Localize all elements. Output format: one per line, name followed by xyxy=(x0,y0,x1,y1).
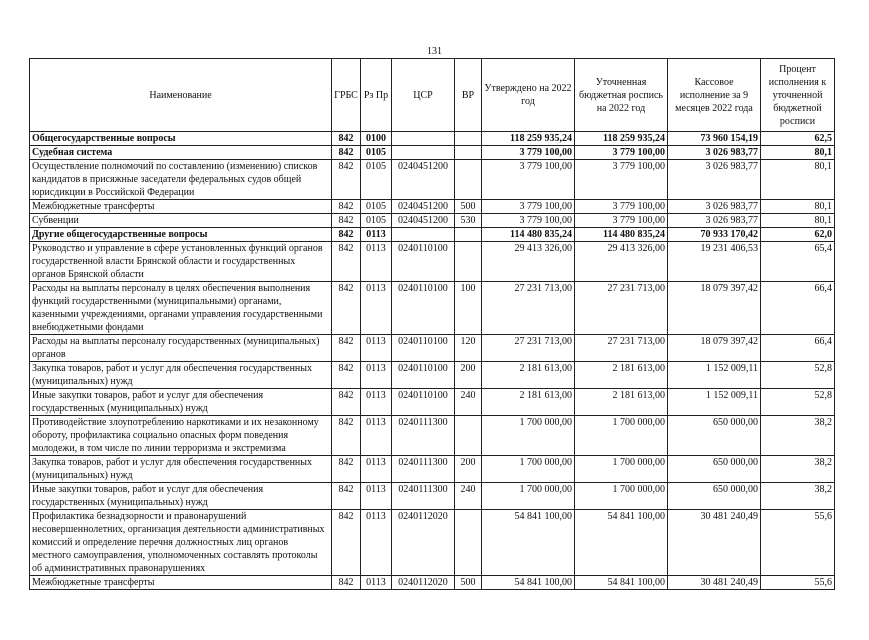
cell-grbs: 842 xyxy=(332,132,361,146)
cell-rzpr: 0113 xyxy=(361,242,392,282)
cell-percent: 65,4 xyxy=(761,242,835,282)
cell-csr xyxy=(392,228,455,242)
table-row xyxy=(30,242,835,282)
cell-grbs: 842 xyxy=(332,214,361,228)
cell-vr: 120 xyxy=(455,335,482,362)
cell-refined: 54 841 100,00 xyxy=(575,510,668,576)
cell-rzpr: 0113 xyxy=(361,389,392,416)
cell-refined: 29 413 326,00 xyxy=(575,242,668,282)
cell-grbs: 842 xyxy=(332,228,361,242)
cell-refined: 2 181 613,00 xyxy=(575,389,668,416)
cell-approved: 3 779 100,00 xyxy=(482,214,575,228)
cell-grbs: 842 xyxy=(332,510,361,576)
cell-refined: 114 480 835,24 xyxy=(575,228,668,242)
cell-rzpr: 0113 xyxy=(361,456,392,483)
table-row xyxy=(30,510,835,576)
table-row xyxy=(30,456,835,483)
cell-percent: 52,8 xyxy=(761,389,835,416)
cell-vr xyxy=(455,416,482,456)
cell-cash: 18 079 397,42 xyxy=(668,282,761,335)
cell-cash: 19 231 406,53 xyxy=(668,242,761,282)
cell-name: Закупка товаров, работ и услуг для обеспечения государственных (муниципальных) нужд xyxy=(30,456,332,483)
cell-csr: 0240110100 xyxy=(392,242,455,282)
cell-cash: 3 026 983,77 xyxy=(668,200,761,214)
page-number: 131 xyxy=(427,46,442,57)
cell-csr: 0240451200 xyxy=(392,200,455,214)
cell-approved: 3 779 100,00 xyxy=(482,146,575,160)
table-row xyxy=(30,483,835,510)
header-percent: Процент исполнения к уточненной бюджетной росписи xyxy=(761,59,835,132)
cell-rzpr: 0113 xyxy=(361,362,392,389)
cell-cash: 3 026 983,77 xyxy=(668,160,761,200)
cell-approved: 54 841 100,00 xyxy=(482,510,575,576)
cell-grbs: 842 xyxy=(332,416,361,456)
cell-name: Межбюджетные трансферты xyxy=(30,576,332,590)
cell-approved: 54 841 100,00 xyxy=(482,576,575,590)
cell-grbs: 842 xyxy=(332,362,361,389)
cell-csr: 0240111300 xyxy=(392,483,455,510)
cell-csr: 0240112020 xyxy=(392,576,455,590)
cell-name: Судебная система xyxy=(30,146,332,160)
table-header-row xyxy=(30,59,835,132)
cell-rzpr: 0105 xyxy=(361,146,392,160)
cell-name: Расходы на выплаты персоналу государственных (муниципальных) органов xyxy=(30,335,332,362)
cell-rzpr: 0105 xyxy=(361,200,392,214)
cell-refined: 27 231 713,00 xyxy=(575,335,668,362)
cell-approved: 1 700 000,00 xyxy=(482,416,575,456)
table-row xyxy=(30,576,835,590)
cell-refined: 3 779 100,00 xyxy=(575,214,668,228)
cell-rzpr: 0113 xyxy=(361,483,392,510)
cell-rzpr: 0113 xyxy=(361,335,392,362)
cell-refined: 54 841 100,00 xyxy=(575,576,668,590)
cell-cash: 30 481 240,49 xyxy=(668,576,761,590)
cell-cash: 70 933 170,42 xyxy=(668,228,761,242)
table-row xyxy=(30,335,835,362)
cell-grbs: 842 xyxy=(332,200,361,214)
header-approved: Утверждено на 2022 год xyxy=(482,59,575,132)
header-name: Наименование xyxy=(30,59,332,132)
table-row xyxy=(30,389,835,416)
table-row xyxy=(30,362,835,389)
cell-percent: 66,4 xyxy=(761,282,835,335)
cell-cash: 18 079 397,42 xyxy=(668,335,761,362)
cell-percent: 38,2 xyxy=(761,483,835,510)
cell-csr: 0240110100 xyxy=(392,362,455,389)
cell-vr: 240 xyxy=(455,483,482,510)
cell-refined: 2 181 613,00 xyxy=(575,362,668,389)
cell-name: Другие общегосударственные вопросы xyxy=(30,228,332,242)
cell-vr: 240 xyxy=(455,389,482,416)
cell-rzpr: 0113 xyxy=(361,576,392,590)
cell-percent: 55,6 xyxy=(761,576,835,590)
cell-grbs: 842 xyxy=(332,242,361,282)
cell-cash: 650 000,00 xyxy=(668,456,761,483)
cell-name: Закупка товаров, работ и услуг для обеспечения государственных (муниципальных) нужд xyxy=(30,362,332,389)
cell-name: Субвенции xyxy=(30,214,332,228)
cell-percent: 80,1 xyxy=(761,160,835,200)
cell-percent: 80,1 xyxy=(761,200,835,214)
cell-vr xyxy=(455,228,482,242)
cell-cash: 30 481 240,49 xyxy=(668,510,761,576)
cell-refined: 3 779 100,00 xyxy=(575,160,668,200)
header-refined: Уточненная бюджетная роспись на 2022 год xyxy=(575,59,668,132)
table-row xyxy=(30,132,835,146)
cell-rzpr: 0105 xyxy=(361,214,392,228)
cell-vr xyxy=(455,160,482,200)
cell-refined: 3 779 100,00 xyxy=(575,200,668,214)
cell-percent: 55,6 xyxy=(761,510,835,576)
cell-cash: 650 000,00 xyxy=(668,483,761,510)
cell-approved: 118 259 935,24 xyxy=(482,132,575,146)
cell-rzpr: 0113 xyxy=(361,510,392,576)
cell-csr: 0240112020 xyxy=(392,510,455,576)
table-row xyxy=(30,214,835,228)
cell-cash: 3 026 983,77 xyxy=(668,146,761,160)
table-body xyxy=(30,132,835,590)
table-row xyxy=(30,282,835,335)
cell-csr xyxy=(392,146,455,160)
cell-refined: 3 779 100,00 xyxy=(575,146,668,160)
cell-refined: 1 700 000,00 xyxy=(575,456,668,483)
cell-percent: 80,1 xyxy=(761,214,835,228)
cell-approved: 2 181 613,00 xyxy=(482,389,575,416)
cell-approved: 114 480 835,24 xyxy=(482,228,575,242)
cell-name: Профилактика безнадзорности и правонарушений несовершеннолетних, организация деятельности административных комиссий и определение перечня должностных лиц органов местного самоуправления, уполномоченных составлять протоколы об административных правонарушениях xyxy=(30,510,332,576)
cell-percent: 80,1 xyxy=(761,146,835,160)
cell-vr xyxy=(455,510,482,576)
table-row xyxy=(30,146,835,160)
header-rzpr: Рз Пр xyxy=(361,59,392,132)
cell-rzpr: 0105 xyxy=(361,160,392,200)
cell-percent: 62,5 xyxy=(761,132,835,146)
cell-rzpr: 0113 xyxy=(361,282,392,335)
cell-name: Осуществление полномочий по составлению (изменению) списков кандидатов в присяжные заседатели федеральных судов общей юрисдикции в Российской Федерации xyxy=(30,160,332,200)
cell-grbs: 842 xyxy=(332,456,361,483)
cell-vr: 530 xyxy=(455,214,482,228)
cell-grbs: 842 xyxy=(332,282,361,335)
cell-grbs: 842 xyxy=(332,146,361,160)
cell-cash: 1 152 009,11 xyxy=(668,362,761,389)
cell-rzpr: 0113 xyxy=(361,416,392,456)
cell-approved: 2 181 613,00 xyxy=(482,362,575,389)
cell-vr: 500 xyxy=(455,576,482,590)
cell-vr: 100 xyxy=(455,282,482,335)
budget-table xyxy=(29,58,835,590)
cell-percent: 38,2 xyxy=(761,456,835,483)
cell-grbs: 842 xyxy=(332,483,361,510)
cell-approved: 3 779 100,00 xyxy=(482,200,575,214)
cell-csr xyxy=(392,132,455,146)
header-grbs: ГРБС xyxy=(332,59,361,132)
table-row xyxy=(30,228,835,242)
cell-name: Руководство и управление в сфере установленных функций органов государственной власти Брянской области и государственных органов Брянской области xyxy=(30,242,332,282)
cell-grbs: 842 xyxy=(332,389,361,416)
header-csr: ЦСР xyxy=(392,59,455,132)
cell-percent: 38,2 xyxy=(761,416,835,456)
header-cash: Кассовое исполнение за 9 месяцев 2022 года xyxy=(668,59,761,132)
cell-csr: 0240451200 xyxy=(392,160,455,200)
cell-approved: 1 700 000,00 xyxy=(482,456,575,483)
cell-name: Противодействие злоупотреблению наркотиками и их незаконному обороту, профилактика социально опасных форм поведения молодежи, в том числе по линии терроризма и экстремизма xyxy=(30,416,332,456)
cell-refined: 118 259 935,24 xyxy=(575,132,668,146)
cell-cash: 3 026 983,77 xyxy=(668,214,761,228)
cell-percent: 52,8 xyxy=(761,362,835,389)
cell-vr: 200 xyxy=(455,362,482,389)
cell-refined: 27 231 713,00 xyxy=(575,282,668,335)
table-row xyxy=(30,416,835,456)
cell-grbs: 842 xyxy=(332,576,361,590)
cell-grbs: 842 xyxy=(332,335,361,362)
cell-refined: 1 700 000,00 xyxy=(575,483,668,510)
cell-approved: 27 231 713,00 xyxy=(482,282,575,335)
cell-rzpr: 0100 xyxy=(361,132,392,146)
table-row xyxy=(30,200,835,214)
cell-cash: 1 152 009,11 xyxy=(668,389,761,416)
cell-approved: 1 700 000,00 xyxy=(482,483,575,510)
cell-name: Расходы на выплаты персоналу в целях обеспечения выполнения функций государственными (муниципальными) органами, казенными учреждениями, органами управления государственными внебюджетными фондами xyxy=(30,282,332,335)
cell-percent: 66,4 xyxy=(761,335,835,362)
cell-name: Иные закупки товаров, работ и услуг для обеспечения государственных (муниципальных) нужд xyxy=(30,483,332,510)
cell-refined: 1 700 000,00 xyxy=(575,416,668,456)
cell-cash: 73 960 154,19 xyxy=(668,132,761,146)
cell-vr xyxy=(455,132,482,146)
cell-vr: 200 xyxy=(455,456,482,483)
cell-grbs: 842 xyxy=(332,160,361,200)
cell-approved: 27 231 713,00 xyxy=(482,335,575,362)
cell-csr: 0240111300 xyxy=(392,416,455,456)
cell-percent: 62,0 xyxy=(761,228,835,242)
cell-csr: 0240110100 xyxy=(392,282,455,335)
header-vr: ВР xyxy=(455,59,482,132)
cell-vr xyxy=(455,146,482,160)
cell-name: Межбюджетные трансферты xyxy=(30,200,332,214)
table-row xyxy=(30,160,835,200)
cell-approved: 29 413 326,00 xyxy=(482,242,575,282)
cell-name: Общегосударственные вопросы xyxy=(30,132,332,146)
cell-csr: 0240110100 xyxy=(392,389,455,416)
cell-csr: 0240451200 xyxy=(392,214,455,228)
cell-approved: 3 779 100,00 xyxy=(482,160,575,200)
cell-vr xyxy=(455,242,482,282)
cell-vr: 500 xyxy=(455,200,482,214)
cell-name: Иные закупки товаров, работ и услуг для обеспечения государственных (муниципальных) нужд xyxy=(30,389,332,416)
cell-rzpr: 0113 xyxy=(361,228,392,242)
cell-csr: 0240111300 xyxy=(392,456,455,483)
cell-cash: 650 000,00 xyxy=(668,416,761,456)
cell-csr: 0240110100 xyxy=(392,335,455,362)
